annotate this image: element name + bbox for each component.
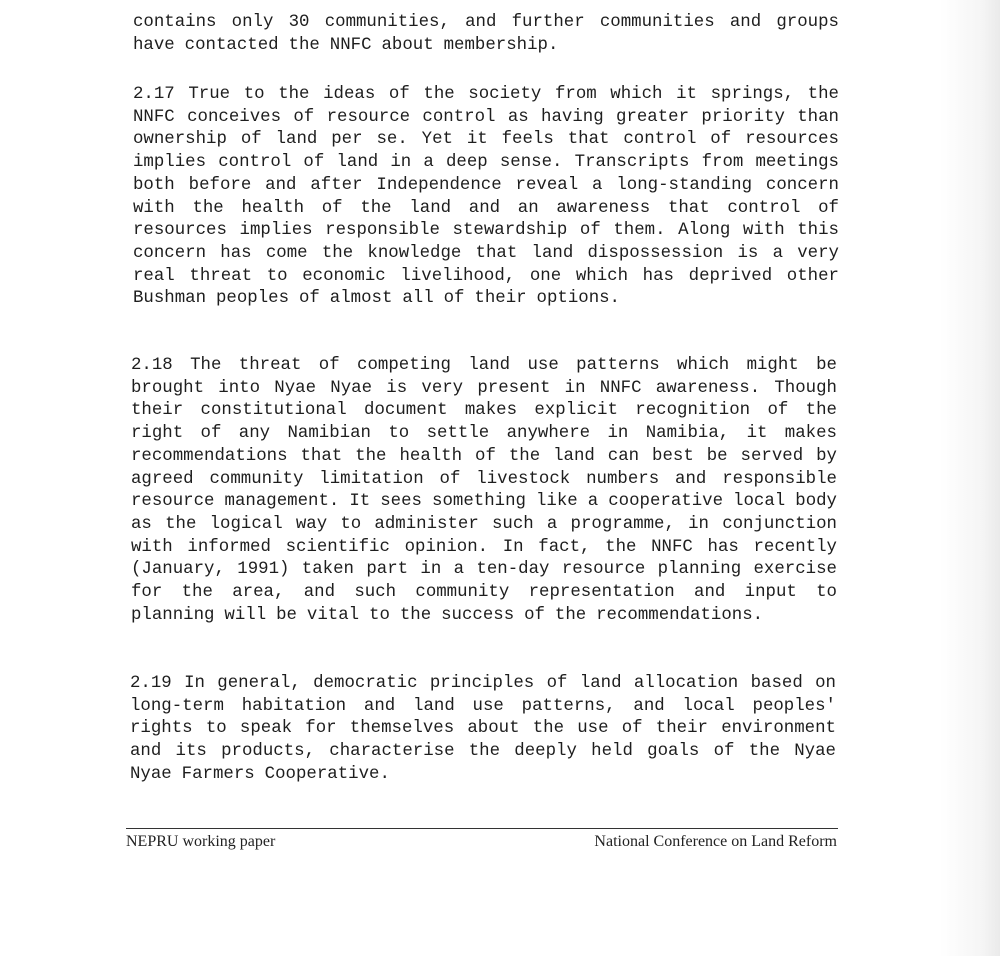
paragraph-2-17: 2.17 True to the ideas of the society from which it springs, the NNFC conceives of resource control as having greater priority than ownership of land per se. Yet it feels that control of resources implies control of land in a deep sense. Transcripts from meetings both before and after Independence reveal a long-standing concern with the health of the land and an awareness that control of resources implies responsible stewardship of them. Along with this concern has come the knowledge that land dispossession is a very real threat to economic livelihood, one which has deprived other Bushman peoples of almost all of their options. (133, 85, 839, 309)
footer-rule (126, 828, 838, 829)
paragraph-continuation: contains only 30 communities, and further communities and groups have contacted the NNFC about membership. (133, 13, 839, 55)
paragraph-2-18: 2.18 The threat of competing land use patterns which might be brought into Nyae Nyae is very present in NNFC awareness. Though their constitutional document makes explicit recognition of the right of any Namibian to settle anywhere in Namibia, it makes recommendations that the health of the land can best be served by agreed community limitation of livestock numbers and responsible resource management. It sees something like a cooperative local body as the logical way to administer such a programme, in conjunction with informed scientific opinion. In fact, the NNFC has recently (January, 1991) taken part in a ten-day resource planning exercise for the area, and such community representation and input to planning will be vital to the success of the recommendations. (131, 356, 837, 625)
footer-left-text: NEPRU working paper (126, 833, 276, 850)
footer-right-text: National Conference on Land Reform (594, 833, 837, 850)
scan-edge-shadow (940, 0, 1000, 956)
paragraph-2-19: 2.19 In general, democratic principles of land allocation based on long-term habitation and land use patterns, and local peoples' rights to speak for themselves about the use of their environment and its products, characterise the deeply held goals of the Nyae Nyae Farmers Cooperative. (130, 674, 836, 784)
